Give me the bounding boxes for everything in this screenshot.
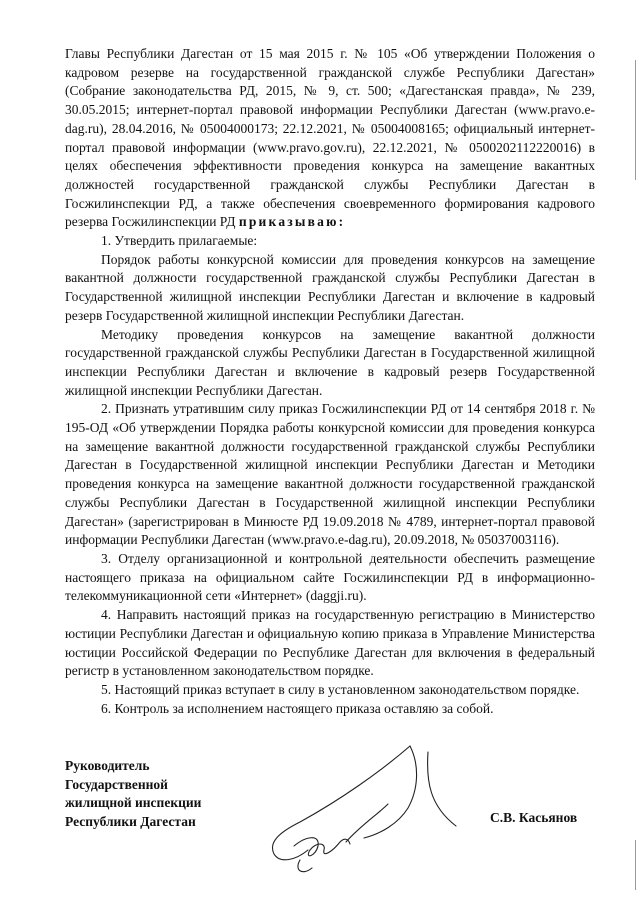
item-1: 1. Утвердить прилагаемые: xyxy=(101,233,258,249)
signatory-line: Руководитель xyxy=(65,758,150,773)
signatory-title xyxy=(65,757,201,832)
intro-text: Главы Республики Дагестан от 15 мая 2015 г. № 105 «Об утверждении Положения о кадровом резерве на государственной гражданской службе Республики Дагестан» (Собрание законодательства РД, 2015, № 9, ст. 500; «Дагестанская правда», № 239, 30.05.2015; интернет-портал правовой информации Республики Дагестан (www.pravo.e-dag.ru), 28.04.2016, № 05004000173; 22.12.2021, № 05004008165; официальный интернет-портал правовой информации (www.pravo.gov.ru), 22.12.2021, № 0500202112220016) в целях обеспечения эффективности проведения конкурса на замещение вакантных должностей государственной гражданской службы Республики Дагестан в Госжилинспекции РД, а также обеспечения своевременного формирования кадрового резерва Госжилинспекции РД xyxy=(65,46,595,230)
signatory-line: Государственной xyxy=(65,776,168,792)
item-2: 2. Признать утратившим силу приказ Госжилинспекции РД от 14 сентября 2018 г. № 195-ОД «Об утверждении Порядка работы конкурсной комиссии для проведения конкурса на замещение вакантной должности государственной гражданской службы Республики Дагестан в Государственной жилищной инспекции Республики Дагестан и Методики проведения конкурса на замещение вакантной должности государственной гражданской службы Республики Дагестан в Государственной жилищной инспекции Республики Дагестан» (зарегистрирован в Минюсте РД 19.09.2018 № 4789, интернет-портал правовой информации Республики Дагестан (www.pravo.e-dag.ru), 20.09.2018, № 05037003116). xyxy=(65,401,595,548)
scan-edge-line xyxy=(635,840,636,890)
handwritten-signature xyxy=(260,742,460,882)
document-body xyxy=(65,45,595,718)
item-6: 6. Контроль за исполнением настоящего приказа оставляю за собой. xyxy=(101,700,494,716)
item-4: 4. Направить настоящий приказ на государственную регистрацию в Министерство юстиции Республики Дагестан и официальную копию приказа в Управление Министерства юстиции Российской Федерации по Республике Дагестан для включения в федеральный регистр в установленном законодательством порядке. xyxy=(65,607,595,679)
scan-edge-line xyxy=(635,60,636,180)
item-1-a: Порядок работы конкурсной комиссии для проведения конкурсов на замещение вакантной должности государственной гражданской службы Республики Дагестан в Государственной жилищной инспекции Республики Дагестан и включение в кадровый резерв Государственной жилищной инспекции Республики Дагестан. xyxy=(65,251,595,323)
item-3: 3. Отделу организационной и контрольной деятельности обеспечить размещение настоящего приказа на официальном сайте Госжилинспекции РД в информационно-телекоммуникационной сети «Интернет» (daggji.ru). xyxy=(65,550,595,604)
item-1-b: Методику проведения конкурсов на замещение вакантной должности государственной гражданской службы Республики Дагестан в Государственной жилищной инспекции Республики Дагестан и включение в кадровый резерв Государственной жилищной инспекции Республики Дагестан. xyxy=(65,326,595,398)
signatory-line: жилищной инспекции xyxy=(65,795,202,811)
intro-paragraph xyxy=(65,45,595,232)
intro-emphasis: приказываю: xyxy=(238,214,346,230)
item-5: 5. Настоящий приказ вступает в силу в установленном законодательством порядке. xyxy=(101,681,580,697)
signatory-line: Республики Дагестан xyxy=(65,814,196,830)
signer-name: С.В. Касьянов xyxy=(490,810,578,825)
